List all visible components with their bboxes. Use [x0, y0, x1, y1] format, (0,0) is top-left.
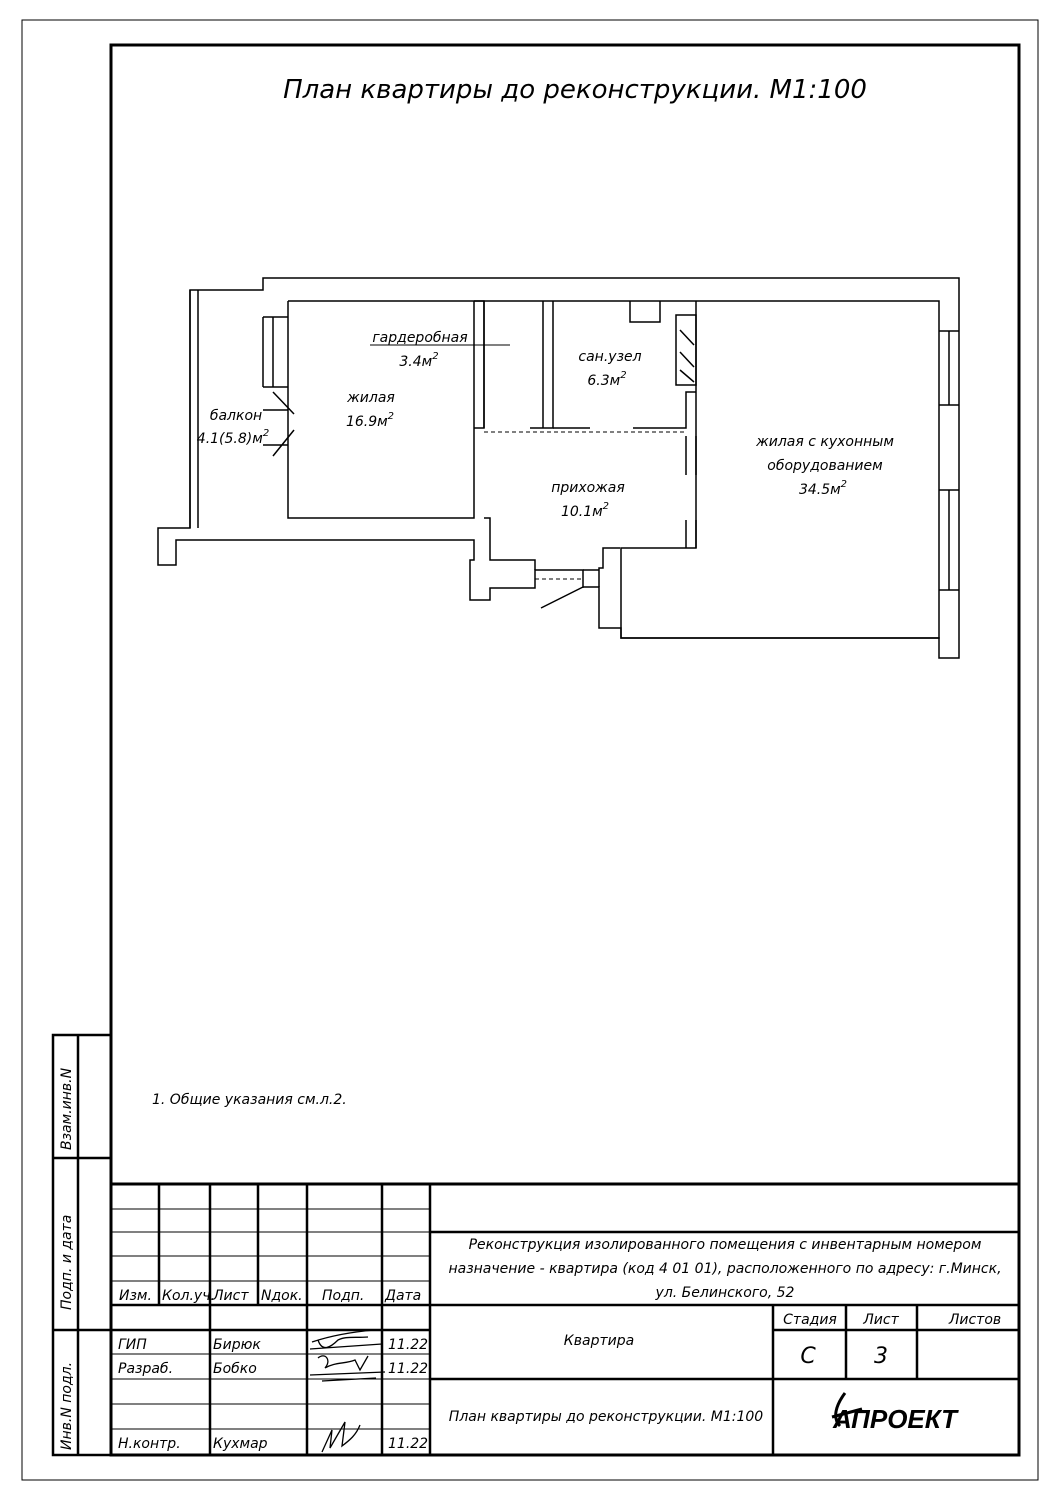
signature-gip — [310, 1330, 382, 1349]
name-razrab: Бобко — [213, 1361, 257, 1377]
date-gip: 11.22 — [388, 1337, 429, 1353]
name-gip: Бирюк — [213, 1337, 261, 1353]
signatures — [310, 1330, 385, 1452]
wardrobe-name: гардеробная — [372, 330, 468, 346]
stage-value: С — [800, 1344, 816, 1369]
living-kitchen-area: $34.5м^2$ — [798, 479, 848, 498]
wardrobe-area: $3.4м^2$ — [399, 351, 439, 370]
role-nkontr: Н.контр. — [118, 1436, 181, 1452]
bathroom-name: сан.узел — [578, 349, 642, 365]
signature-razrab — [310, 1356, 385, 1381]
hdr-ndok: Nдок. — [261, 1288, 303, 1304]
living-kitchen-name-line1: жилая с кухонным — [756, 434, 894, 450]
window-right-1 — [939, 331, 959, 405]
balcony-door — [263, 392, 294, 456]
living1-area: $16.9м^2$ — [345, 411, 395, 430]
side-inv-orig: Инв.N подл. — [59, 1361, 75, 1450]
entry-door — [541, 570, 599, 608]
side-inv-replace: Взам.инв.N — [59, 1067, 75, 1150]
role-razrab: Разраб. — [118, 1361, 174, 1377]
living-kitchen-name-line2: оборудованием — [767, 458, 883, 474]
sheet-title: План квартиры до реконструкции. М1:100 — [448, 1409, 764, 1425]
bathroom-area: $6.3м^2$ — [587, 370, 627, 389]
balcony-walls — [190, 290, 198, 528]
wardrobe-partition — [484, 301, 553, 428]
room-labels — [197, 330, 895, 520]
drawing-title: План квартиры до реконструкции. М1:100 — [283, 75, 867, 105]
project-line2: назначение - квартира (код 4 01 01), расположенного по адресу: г.Минск, — [448, 1261, 1002, 1277]
side-sign-date: Подп. и дата — [59, 1214, 75, 1310]
role-gip: ГИП — [118, 1337, 147, 1353]
window-left — [263, 317, 288, 387]
company-logo-text: АПРОЕКТ — [833, 1404, 957, 1434]
stage-label: Стадия — [783, 1312, 837, 1328]
hdr-data: Дата — [385, 1288, 422, 1304]
balcony-area: $4.1(5.8)м^2$ — [196, 428, 270, 447]
title-block-headers — [119, 1288, 421, 1304]
hallway-walls — [474, 301, 620, 587]
window-right-2 — [939, 490, 959, 590]
sheet-label: Лист — [863, 1312, 899, 1328]
project-line1: Реконструкция изолированного помещения с инвентарным номером — [468, 1237, 982, 1253]
general-note: 1. Общие указания см.л.2. — [152, 1092, 347, 1108]
project-line3: ул. Белинского, 52 — [655, 1285, 795, 1301]
date-razrab: 11.22 — [388, 1361, 429, 1377]
sheet-value: 3 — [874, 1344, 888, 1369]
company-logo — [832, 1393, 959, 1434]
sheets-label: Листов — [948, 1312, 1002, 1328]
hdr-kol: Кол.уч. — [162, 1288, 215, 1304]
balcony-name: балкон — [209, 408, 263, 424]
living1-name: жилая — [347, 390, 395, 406]
hallway-right-wall — [686, 436, 696, 548]
date-nkontr: 11.22 — [388, 1436, 429, 1452]
object-name: Квартира — [563, 1333, 635, 1349]
hdr-izm: Изм. — [119, 1288, 152, 1304]
hdr-list: Лист — [213, 1288, 249, 1304]
hallway-area: $10.1м^2$ — [560, 501, 610, 520]
name-nkontr: Кухмар — [213, 1436, 268, 1452]
hdr-podp: Подп. — [322, 1288, 365, 1304]
signature-nkontr — [322, 1422, 360, 1452]
hallway-name: прихожая — [551, 480, 625, 496]
